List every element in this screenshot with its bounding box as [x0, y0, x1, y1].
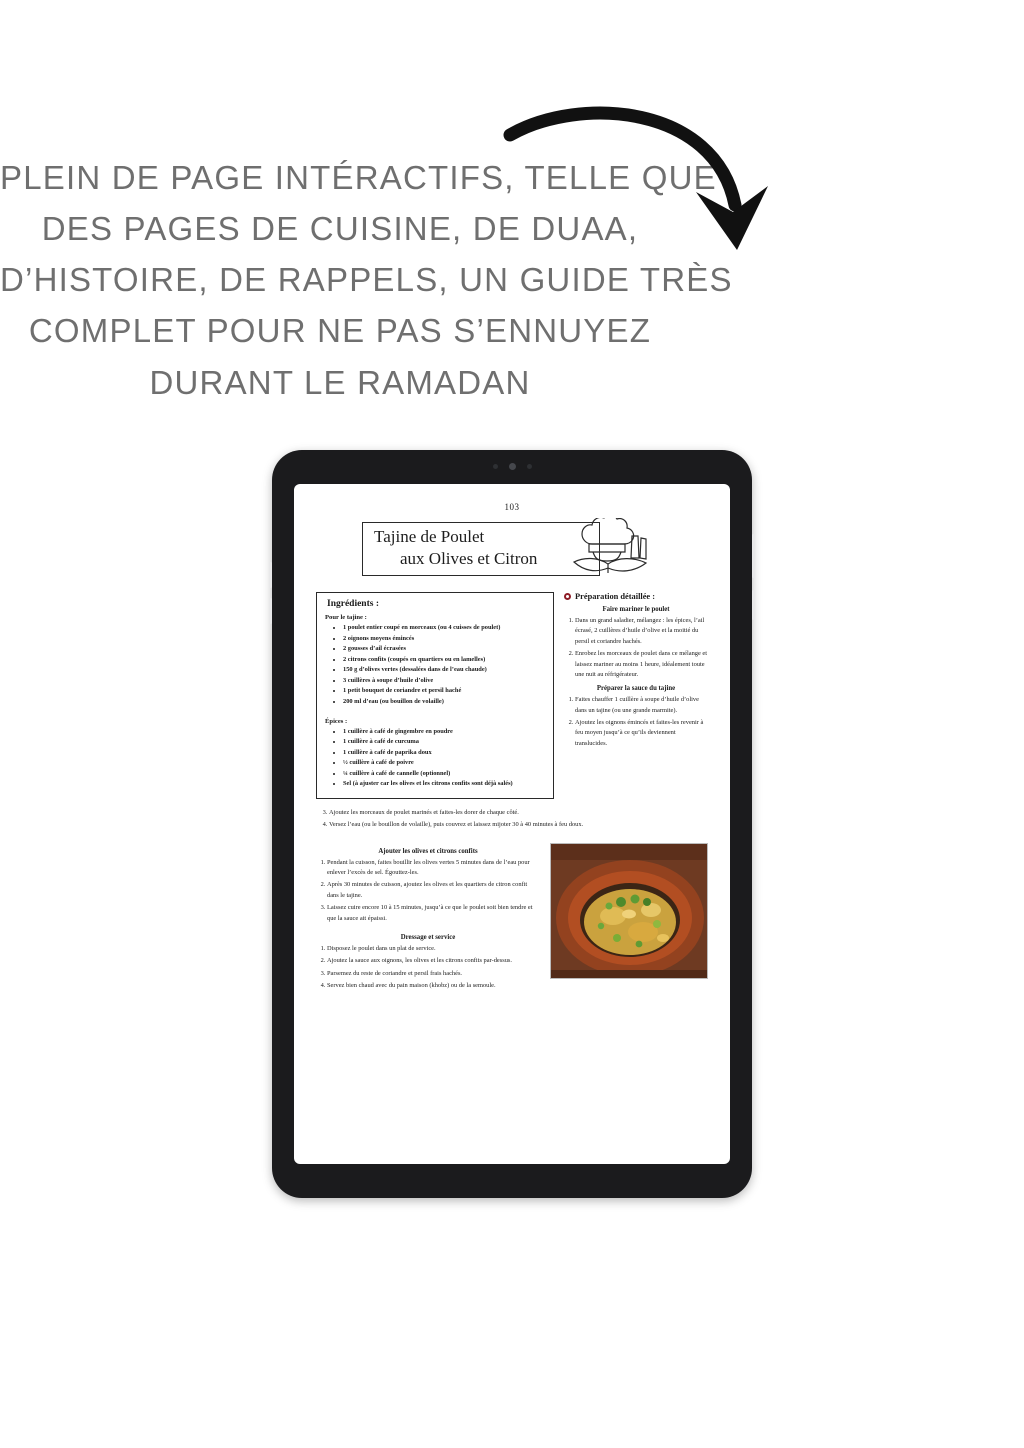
list-item: • 200 ml d’eau (ou bouillon de volaille) [343, 697, 545, 708]
title-line-2: aux Olives et Citron [400, 548, 538, 568]
list-item: • Sel (à ajuster car les olives et les citrons confits sont déjà salés) [343, 779, 545, 790]
list-item: 1. Dans un grand saladier, mélangez : les épices, l’ail écrasé, 2 cuillères d’huile d’olive et la moitié du persil et coriandre hachés. [575, 616, 708, 647]
preparation-section-4-title: Dressage et service [400, 933, 456, 941]
list-item: • 1 cuillère à café de paprika doux [343, 748, 545, 759]
recipe-bottom-row [316, 843, 708, 994]
ingredients-list-spices [335, 727, 545, 790]
list-item: • ½ cuillère à café de poivre [343, 758, 545, 769]
volume-up-button[interactable] [269, 562, 272, 588]
list-item: 2. Ajoutez les oignons émincés et faites-les revenir à feu moyen jusqu’à ce qu’ils deviennent translucides. [575, 718, 708, 749]
page-number: 103 [504, 502, 520, 512]
preparation-section-1-title: Faire mariner le poulet [602, 606, 670, 613]
headline-line-2: DES PAGES DE CUISINE, DE DUAA, [41, 210, 639, 248]
preparation-column [564, 592, 708, 751]
preparation-heading: Préparation détaillée : [575, 592, 656, 601]
list-item: 3. Parsemez du reste de coriandre et persil frais hachés. [327, 969, 540, 979]
tablet-screen[interactable] [294, 484, 730, 1164]
tajine-photo-art [551, 844, 708, 979]
preparation-section-3-title: Ajouter les olives et citrons confits [378, 847, 478, 855]
curved-arrow-icon [500, 100, 800, 290]
headline-line-1: PLEIN DE PAGE INTÉRACTIFS, TELLE QUE [0, 159, 717, 196]
list-item: 1. Faites chauffer 1 cuillère à soupe d’huile d’olive dans un tajine (ou une grande marmite). [575, 695, 708, 716]
list-item: • 2 gousses d’ail écrasées [343, 644, 545, 655]
preparation-section-3-steps [316, 858, 540, 924]
list-item: 1. Disposez le poulet dans un plat de service. [327, 944, 540, 954]
list-item: 4. Servez bien chaud avec du pain maison (khobz) ou de la semoule. [327, 981, 540, 991]
ingredients-box [316, 592, 554, 799]
list-item: • 1 poulet entier coupé en morceaux (ou 4 cuisses de poulet) [343, 623, 545, 634]
ambient-light-sensor-icon [527, 464, 532, 469]
camera-array [272, 463, 752, 470]
tablet-mockup [272, 450, 752, 1198]
list-item: 2. Ajoutez la sauce aux oignons, les olives et les citrons confits par-dessus. [327, 956, 540, 966]
chef-hat-and-book-icon [562, 518, 662, 580]
front-camera-icon [509, 463, 516, 470]
list-item: • 1 cuillère à café de gingembre en poudre [343, 727, 545, 738]
preparation-mid-steps [316, 808, 708, 831]
list-item: • 1 petit bouquet de coriandre et persil haché [343, 686, 545, 697]
preparation-heading-row [564, 592, 708, 601]
list-item: • 1 cuillère à café de curcuma [343, 737, 545, 748]
ingredients-column [316, 592, 554, 799]
title-line-1: Tajine de Poulet [374, 527, 485, 546]
preparation-section-4-steps [316, 944, 540, 992]
headline-line-4: COMPLET POUR NE PAS S’ENNUYEZ [28, 312, 652, 350]
secondary-button[interactable] [752, 590, 755, 620]
ingredients-group-1-label: Pour le tajine : [325, 614, 367, 621]
list-item: • 2 citrons confits (coupés en quartiers ou en lamelles) [343, 655, 545, 666]
preparation-section-2-title: Préparer la sauce du tajine [596, 685, 676, 693]
preparation-section-1-steps [564, 616, 708, 680]
headline-line-5: DURANT LE RAMADAN [149, 363, 531, 401]
photo-column [550, 843, 708, 979]
ingredients-list-tajine [335, 623, 545, 708]
list-item: 1. Pendant la cuisson, faites bouillir les olives vertes 5 minutes dans de l’eau pour enlever l’excès de sel. Égouttez-les. [327, 858, 540, 879]
list-item: 2. Enrobez les morceaux de poulet dans ce mélange et laissez mariner au moins 1 heure, idéalement toute une nuit au réfrigérateur. [575, 649, 708, 680]
recipe-page [294, 484, 730, 1164]
list-item: 2. Après 30 minutes de cuisson, ajoutez les olives et les quartiers de citron confit dans le tajine. [327, 880, 540, 901]
volume-down-button[interactable] [269, 598, 272, 624]
tajine-photo [550, 843, 708, 979]
list-item: • 3 cuillères à soupe d’huile d’olive [343, 676, 545, 687]
ingredients-heading: Ingrédients : [327, 599, 379, 609]
power-button[interactable] [752, 534, 755, 578]
final-steps-column [316, 843, 540, 994]
bullet-dot-icon [564, 593, 571, 600]
sensor-icon [493, 464, 498, 469]
list-item: 3. Ajoutez les morceaux de poulet marinés et faites-les dorer de chaque côté. [329, 808, 708, 818]
recipe-columns [316, 592, 708, 799]
mid-steps-list [316, 808, 708, 831]
list-item: • 150 g d’olives vertes (dessalées dans de l’eau chaude) [343, 665, 545, 676]
list-item: • 2 oignons moyens émincés [343, 634, 545, 645]
list-item: 4. Versez l’eau (ou le bouillon de volaille), puis couvrez et laissez mijoter 30 à 40 minutes à feu doux. [329, 820, 708, 830]
headline-line-3: D’HISTOIRE, DE RAPPELS, UN GUIDE TRÈS [0, 261, 733, 299]
ingredients-group-2-label: Épices : [325, 717, 348, 725]
list-item: 3. Laissez cuire encore 10 à 15 minutes, jusqu’à ce que le poulet soit bien tendre et que la sauce ait épaissi. [327, 903, 540, 924]
preparation-section-2-steps [564, 695, 708, 749]
list-item: • ¼ cuillère à café de cannelle (optionnel) [343, 769, 545, 780]
recipe-title-banner [362, 518, 662, 580]
